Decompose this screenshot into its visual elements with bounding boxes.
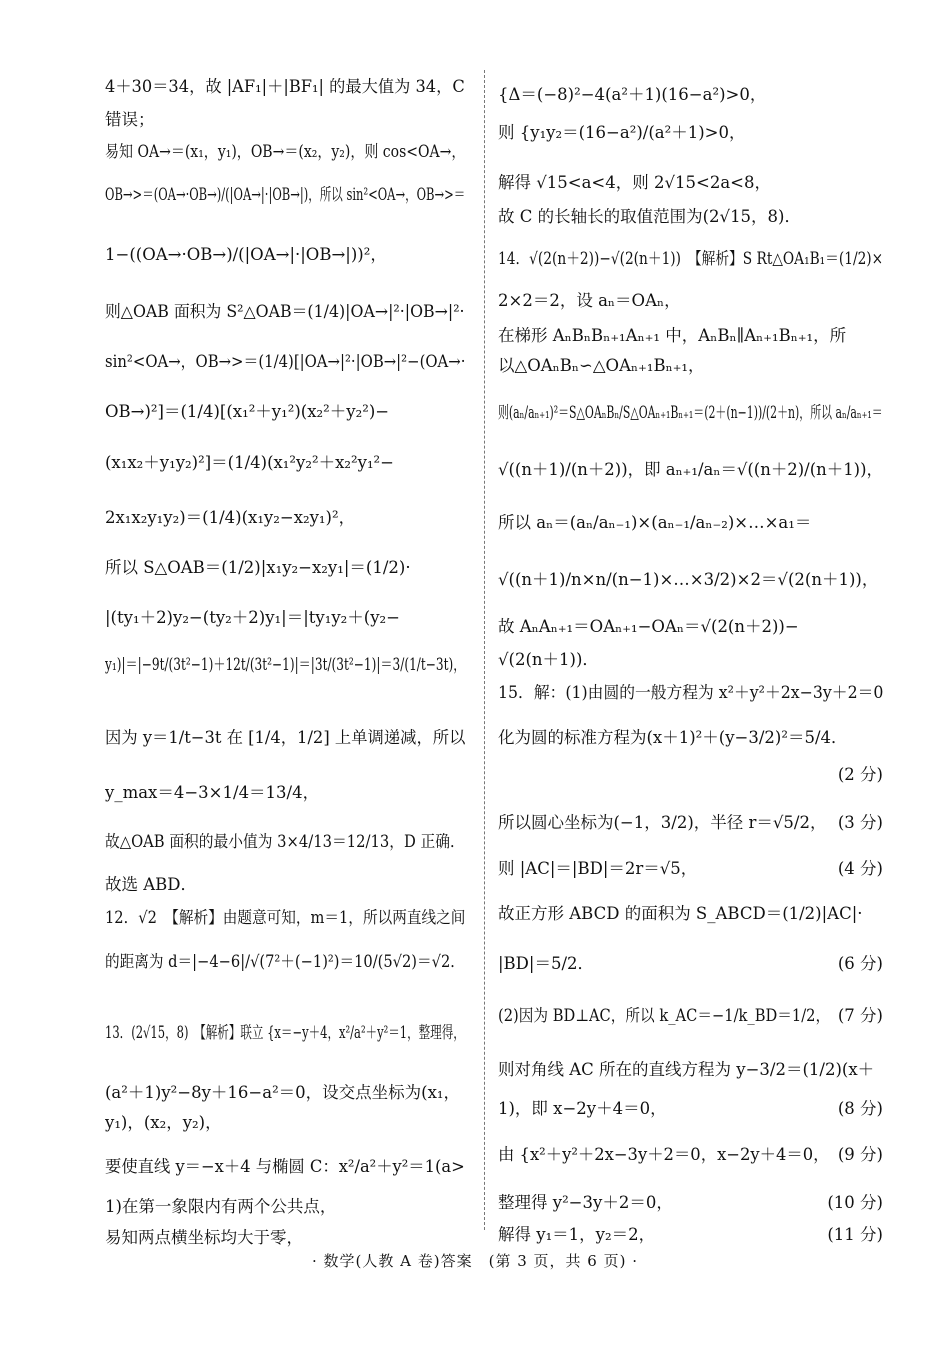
line-text: 的距离为 d＝|−4−6|/√(7²＋(−1)²)＝10/(5√2)＝√2． [105, 952, 465, 971]
line-text: 错误； [105, 110, 155, 129]
score-label: (11 分) [827, 1225, 883, 1244]
right-line [498, 808, 883, 838]
line-text: 2x₁x₂y₁y₂)＝(1/4)(x₁y₂−x₂y₁)²， [105, 508, 356, 527]
line-text: 所以 aₙ＝(aₙ/aₙ₋₁)×(aₙ₋₁/aₙ₋₂)×…×a₁＝ [498, 513, 812, 532]
line-text: √((n＋1)/n×n/(n−1)×…×3/2)×2＝√(2(n＋1))， [498, 570, 879, 589]
column-divider [484, 70, 485, 1230]
line-text: |(ty₁＋2)y₂−(ty₂＋2)y₁|＝|ty₁y₂＋(y₂− [105, 608, 400, 627]
line-text: 易知 OA→＝(x₁，y₁)，OB→＝(x₂，y₂)，则 cos<OA→， [105, 142, 465, 161]
right-line [498, 351, 883, 381]
line-text: 4＋30＝34，故 |AF₁|＋|BF₁| 的最大值为 34，C [105, 77, 465, 96]
page-footer: · 数学(人教 A 卷)答案 (第 3 页，共 6 页) · [311, 1252, 638, 1270]
right-line [498, 949, 883, 979]
line-text: (2)因为 BD⊥AC，所以 k_AC＝−1/k_BD＝1/2， [498, 1006, 831, 1025]
line-text: 则(aₙ/aₙ₊₁)²＝S△OAₙBₙ/S△OAₙ₊₁Bₙ₊₁＝(2＋(n−1))/(2＋n)，所以 aₙ/aₙ₊₁＝ [498, 403, 883, 422]
right-line [498, 1188, 883, 1218]
line-text: 1)在第一象限内有两个公共点， [105, 1197, 337, 1216]
line-text: 解得 √15<a<4，则 2√15<2a<8， [498, 173, 771, 192]
left-line [105, 448, 465, 478]
right-line [498, 565, 883, 595]
line-text: 则 {y₁y₂＝(16−a²)/(a²＋1)>0， [498, 123, 746, 142]
right-line [498, 168, 883, 198]
line-text: |BD|＝5/2． [498, 954, 595, 973]
left-line [105, 778, 465, 808]
left-line [105, 553, 465, 583]
line-text: 故选 ABD． [105, 875, 198, 894]
line-text: 15．解：(1)由圆的一般方程为 x²＋y²＋2x−3y＋2＝0 [498, 683, 883, 702]
left-line [105, 903, 465, 933]
left-line [105, 397, 465, 427]
line-text: 整理得 y²−3y＋2＝0， [498, 1193, 673, 1212]
right-line [498, 1220, 883, 1250]
line-text: (x₁x₂＋y₁y₂)²]＝(1/4)(x₁²y₂²＋x₂²y₁²− [105, 453, 394, 472]
left-line [105, 947, 465, 977]
right-line [498, 678, 883, 708]
left-line [105, 870, 465, 900]
right-line [498, 723, 883, 753]
left-line [105, 105, 465, 135]
line-text: 则对角线 AC 所在的直线方程为 y−3/2＝(1/2)(x＋ [498, 1060, 875, 1079]
line-text: OB→>＝(OA→·OB→)/(|OA→|·|OB→|)，所以 sin²<OA→，OB→>＝ [105, 185, 465, 204]
score-label: (3 分) [837, 813, 883, 832]
right-line [498, 455, 883, 485]
left-line [105, 297, 465, 327]
right-line [498, 508, 883, 538]
right-line [498, 645, 883, 675]
right-line [498, 202, 883, 232]
score-label: (10 分) [827, 1193, 883, 1212]
score-label: (2 分) [837, 765, 883, 784]
left-line [105, 723, 465, 753]
line-text: 在梯形 AₙBₙBₙ₊₁Aₙ₊₁ 中，AₙBₙ∥Aₙ₊₁Bₙ₊₁，所 [498, 326, 847, 345]
right-line [498, 398, 883, 428]
line-text: 则 |AC|＝|BD|＝2r＝√5， [498, 859, 698, 878]
line-text: √(2(n＋1))． [498, 650, 599, 669]
score-label: (9 分) [837, 1145, 883, 1164]
left-line [105, 1078, 465, 1108]
left-line [105, 1152, 465, 1182]
line-text: 故△OAB 面积的最小值为 3×4/13＝12/13，D 正确． [105, 832, 465, 851]
line-text: 要使直线 y＝−x＋4 与椭圆 C：x²/a²＋y²＝1(a> [105, 1157, 465, 1176]
line-text: 故 AₙAₙ₊₁＝OAₙ₊₁−OAₙ＝√(2(n＋2))− [498, 617, 799, 636]
right-line [498, 1094, 883, 1124]
left-line [105, 1108, 465, 1138]
score-label: (7 分) [837, 1006, 883, 1025]
score-label: (6 分) [837, 954, 883, 973]
right-line [498, 1055, 883, 1085]
right-line [498, 321, 883, 351]
line-text: 1)，即 x−2y＋4＝0， [498, 1099, 667, 1118]
line-text: y₁)|＝|−9t/(3t²−1)＋12t/(3t²−1)|＝|3t/(3t²−1)|＝3/(1/t−3t)， [105, 655, 465, 674]
line-text: 2×2＝2，设 aₙ＝OAₙ， [498, 291, 681, 310]
line-text: 化为圆的标准方程为(x＋1)²＋(y−3/2)²＝5/4． [498, 728, 848, 747]
right-line [498, 1001, 883, 1031]
right-line [498, 854, 883, 884]
line-text: sin²<OA→，OB→>＝(1/4)[|OA→|²·|OB→|²−(OA→· [105, 352, 465, 371]
right-line [498, 118, 883, 148]
line-text: 1−((OA→·OB→)/(|OA→|·|OB→|))²， [105, 245, 387, 264]
line-text: {Δ＝(−8)²−4(a²＋1)(16−a²)>0， [498, 85, 767, 104]
line-text: y₁)，(x₂，y₂)， [105, 1113, 222, 1132]
left-line [105, 603, 465, 633]
line-text: OB→)²]＝(1/4)[(x₁²＋y₁²)(x₂²＋y₂²)− [105, 402, 390, 421]
right-line [498, 1140, 883, 1170]
right-line [498, 286, 883, 316]
left-line [105, 180, 465, 210]
left-line [105, 137, 465, 167]
left-line [105, 240, 465, 270]
right-line [498, 80, 883, 110]
line-text: 所以 S△OAB＝(1/2)|x₁y₂−x₂y₁|＝(1/2)· [105, 558, 411, 577]
left-line [105, 650, 465, 680]
line-text: 故 C 的长轴长的取值范围为(2√15，8)． [498, 207, 801, 226]
line-text: (a²＋1)y²−8y＋16−a²＝0，设交点坐标为(x₁， [105, 1083, 461, 1102]
line-text: 13．(2√15，8) 【解析】联立 {x＝−y＋4，x²/a²＋y²＝1，整理得， [105, 1023, 465, 1042]
line-text: 以△OAₙBₙ∽△OAₙ₊₁Bₙ₊₁， [498, 356, 705, 375]
line-text: 所以圆心坐标为(−1，3/2)，半径 r＝√5/2， [498, 813, 827, 832]
right-line [498, 760, 883, 790]
left-line [105, 1223, 465, 1253]
left-line [105, 1192, 465, 1222]
score-label: (4 分) [837, 859, 883, 878]
right-line [498, 899, 883, 929]
line-text: 故正方形 ABCD 的面积为 S_ABCD＝(1/2)|AC|· [498, 904, 863, 923]
line-text: 解得 y₁＝1，y₂＝2， [498, 1225, 656, 1244]
line-text: 12．√2 【解析】由题意可知，m＝1，所以两直线之间 [105, 908, 465, 927]
score-label: (8 分) [837, 1099, 883, 1118]
line-text: 易知两点横坐标均大于零， [105, 1228, 303, 1247]
right-line [498, 612, 883, 642]
line-text: √((n＋1)/(n＋2))，即 aₙ₊₁/aₙ＝√((n＋2)/(n＋1))， [498, 460, 883, 479]
line-text: 因为 y＝1/t−3t 在 [1/4，1/2] 上单调递减，所以 [105, 728, 465, 747]
left-line [105, 1018, 465, 1048]
line-text: 则△OAB 面积为 S²△OAB＝(1/4)|OA→|²·|OB→|²· [105, 302, 465, 321]
left-line [105, 72, 465, 102]
line-text: 14．√(2(n＋2))−√(2(n＋1)) 【解析】S Rt△OA₁B₁＝(1/2)× [498, 249, 883, 268]
line-text: 由 {x²＋y²＋2x−3y＋2＝0，x−2y＋4＝0， [498, 1145, 830, 1164]
left-line [105, 827, 465, 857]
left-line [105, 347, 465, 377]
left-line [105, 503, 465, 533]
right-line [498, 244, 883, 274]
line-text: y_max＝4−3×1/4＝13/4， [105, 783, 320, 802]
